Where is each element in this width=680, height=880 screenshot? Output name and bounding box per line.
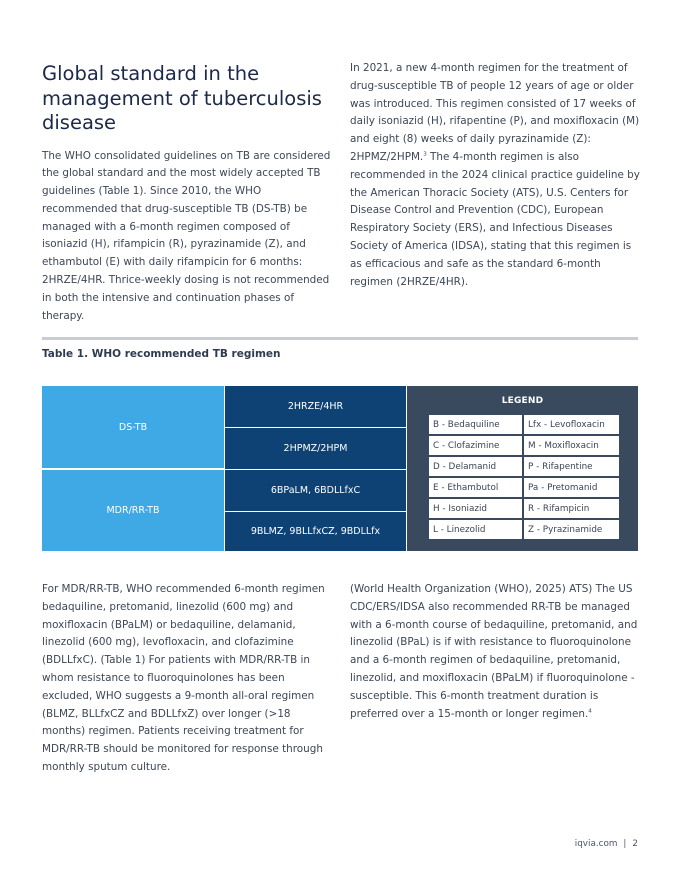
paragraph-text: In 2021, a new 4-month regimen for the treatment of drug-susceptible TB of people 12 years of age or older was introduced. This regimen consisted of 17 weeks of daily isoniazid (H), rifapentine (P), and moxifloxacin (M) and eight (8) weeks of daily pyrazinamide (Z): 2HPMZ/2HPM. (350, 62, 640, 163)
legend-item: C - Clofazimine (428, 435, 523, 456)
footer-separator: | (623, 839, 627, 849)
paragraph-text: The 4-month regimen is also recommended in the 2024 clinical practice guideline by the American Thoracic Society (ATS), U.S. Centers for Disease Control and Prevention (CDC), European Respiratory Society (ERS), and Infectious Diseases Society of America (IDSA), stating that this regimen is as efficacious and safe as the standard 6-month regimen (2HRZE/4HR). (350, 150, 640, 288)
intro-paragraph: The WHO consolidated guidelines on TB are considered the global standard and the most widely accepted TB guidelines (Table 1). Since 2010, the WHO recommended that drug-susceptible TB (DS-TB) be managed with a 6-month regimen composed of isoniazid (H), rifampicin (R), pyrazinamide (Z), and ethambutol (E) with daily rifampicin for 6 months: 2HRZE/4HR. Thrice-weekly dosing is not recommended in both the intensive and continuation phases of therapy. (42, 149, 331, 322)
footnote-ref[interactable]: 3 (423, 151, 427, 158)
section-divider (42, 337, 638, 340)
category-ds-tb: DS-TB (42, 386, 224, 469)
page-title: Global standard in the management of tuberculosis disease (42, 62, 322, 134)
footnote-ref[interactable]: 4 (588, 708, 592, 715)
legend-item: Pa - Pretomanid (523, 477, 620, 498)
right-bottom-column (350, 581, 640, 723)
cdc-paragraph (350, 581, 640, 723)
footer-site-link[interactable]: iqvia.com (574, 839, 618, 849)
legend-item: L - Linezolid (428, 519, 523, 540)
regimen-table (42, 386, 638, 551)
legend-item: E - Ethambutol (428, 477, 523, 498)
legend-item: D - Delamanid (428, 456, 523, 477)
legend-item: H - Isoniazid (428, 498, 523, 519)
regimen-cell: 6BPaLM, 6BDLLfxC (225, 470, 406, 511)
legend-item: B - Bedaquiline (428, 414, 523, 435)
four-month-regimen-paragraph (350, 60, 640, 291)
legend-title: LEGEND (501, 396, 544, 406)
paragraph-text: (World Health Organization (WHO), 2025) ATS) The US CDC/ERS/IDSA also recommended RR-TB be managed with a 6-month course of bedaquiline, pretomanid, and linezolid (BPaL) is if with resistance to fluoroquinolone and a 6-month regimen of bedaquiline, pretomanid, linezolid, and moxifloxacin (BPaLM) if fluoroquinolone -susceptible. This 6-month treatment duration is preferred over a 15-month or longer regimen. (350, 583, 638, 720)
legend-item: P - Rifapentine (523, 456, 620, 477)
legend-panel (407, 386, 638, 551)
legend-grid (427, 413, 619, 541)
left-bottom-column (42, 581, 332, 777)
category-mdr-rr-tb: MDR/RR-TB (42, 470, 224, 551)
legend-item: R - Rifampicin (523, 498, 620, 519)
legend-item: Z - Pyrazinamide (523, 519, 620, 540)
page-footer (575, 839, 638, 849)
page-number: 2 (632, 839, 638, 849)
legend-item: Lfx - Levofloxacin (523, 414, 620, 435)
regimen-cell: 2HRZE/4HR (225, 386, 406, 427)
table-caption: Table 1. WHO recommended TB regimen (42, 348, 281, 360)
mdr-paragraph: For MDR/RR-TB, WHO recommended 6-month regimen bedaquiline, pretomanid, linezolid (600 mg) and moxifloxacin (BPaLM) or bedaquiline, delamanid, linezolid (600 mg), levofloxacin, and clofazimine (BDLLfxC). (Table 1) For patients with MDR/RR-TB in whom resistance to fluoroquinolones has been excluded, WHO suggests a 9-month all-oral regimen (BLMZ, BLLfxCZ and BDLLfxZ) over longer (>18 months) regimen. Patients receiving treatment for MDR/RR-TB should be monitored for response through monthly sputum culture. (42, 583, 325, 773)
right-top-column (350, 60, 640, 291)
left-top-column (42, 62, 332, 325)
regimen-cell: 2HPMZ/2HPM (225, 428, 406, 469)
legend-item: M - Moxifloxacin (523, 435, 620, 456)
regimen-cell: 9BLMZ, 9BLLfxCZ, 9BDLLfx (225, 512, 406, 551)
